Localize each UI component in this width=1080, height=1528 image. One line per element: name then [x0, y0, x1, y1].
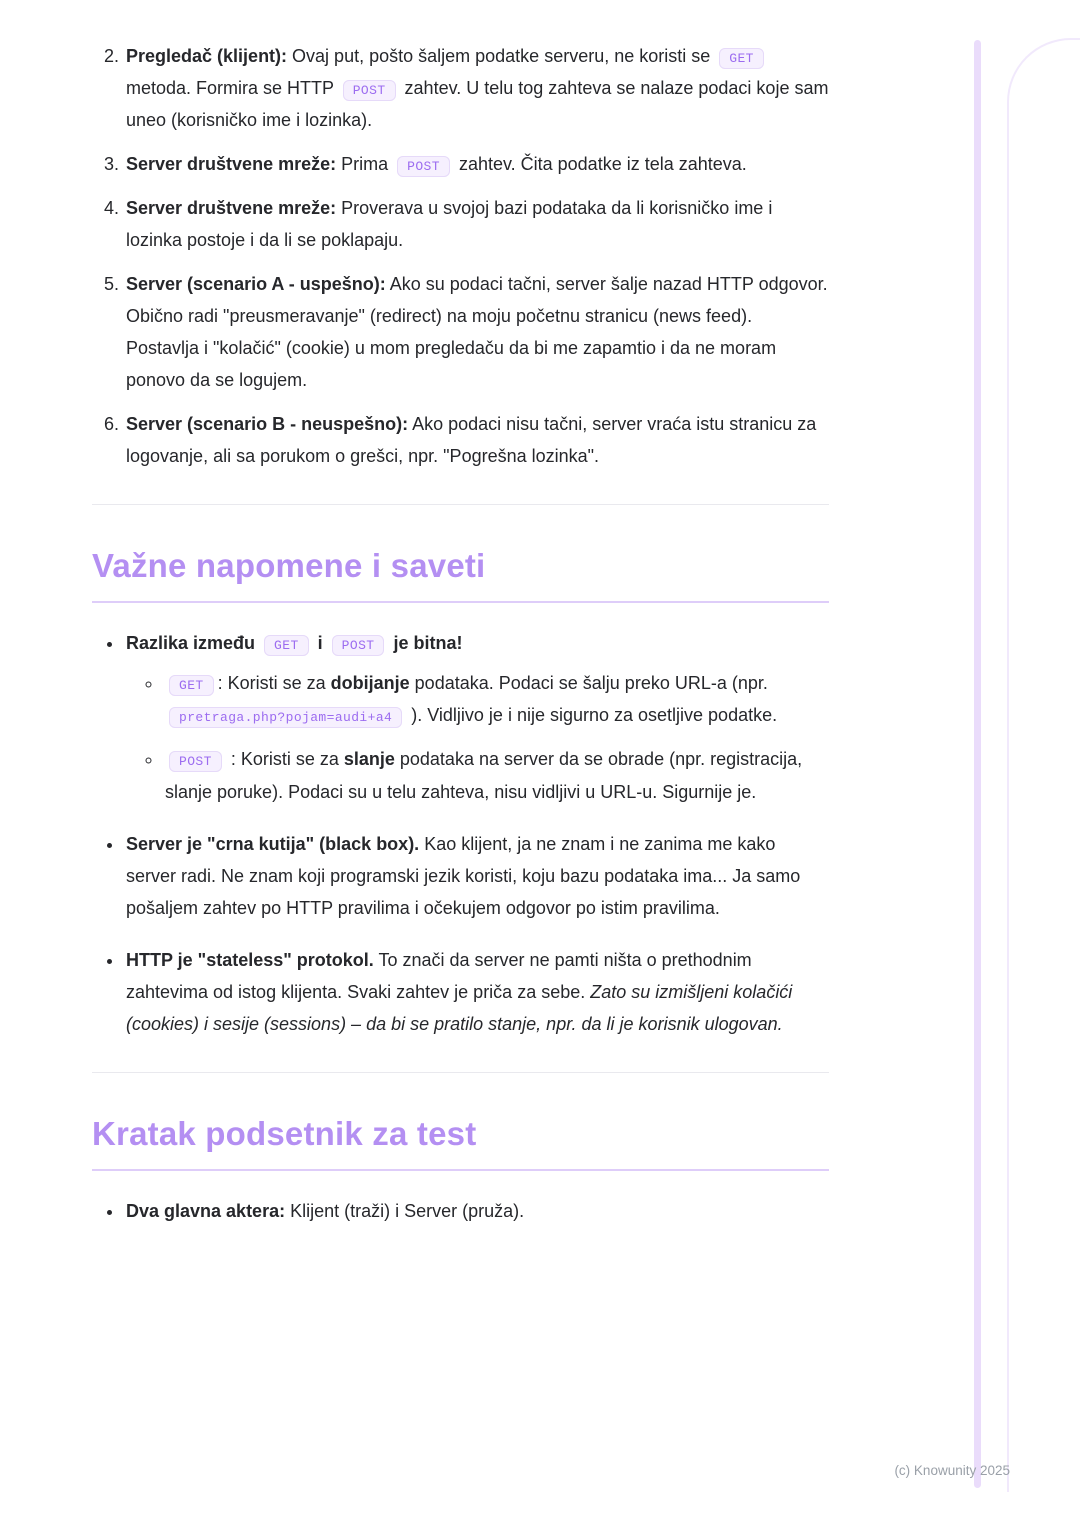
numbered-item: 2. Pregledač (klijent): Ovaj put, pošto šaljem podatke serveru, ne koristi se GET metoda. Formira se HTTP POST zahtev. U telu tog zahteva se nalaze podaci koje sam uneo (korisničko ime i lozinka). — [124, 40, 829, 136]
inline-code-badge: GET — [264, 635, 309, 656]
inline-code-badge: pretraga.php?pojam=audi+a4 — [169, 707, 402, 728]
numbered-item: 6. Server (scenario B - neuspešno): Ako podaci nisu tačni, server vraća istu stranicu za logovanje, ali sa porukom o grešci, npr. "Pogrešna lozinka". — [124, 408, 829, 472]
section-title-notes: Važne napomene i saveti — [92, 547, 486, 585]
inline-code-badge: POST — [332, 635, 385, 656]
inline-code-badge: GET — [719, 48, 764, 69]
bullet-text: Razlika između GET i POST je bitna! — [126, 633, 463, 653]
inline-code-badge: POST — [397, 156, 450, 177]
sub-bullet-list — [126, 667, 829, 807]
bullet-item — [124, 627, 829, 807]
heading-rule — [92, 601, 829, 603]
bullet-list-notes — [92, 627, 829, 1039]
bullet-list-reminder — [92, 1195, 829, 1227]
sub-bullet-item: ◦ GET : Koristi se za dobijanje podataka. Podaci se šalju preko URL-a (npr. pretraga.php?pojam=audi+a4 ). Vidljivo je i nije sigurno za osetljive podatke. — [163, 667, 829, 731]
page-frame-decoration — [1007, 38, 1080, 1492]
sub-bullet-item: ◦ POST : Koristi se za slanje podataka na server da se obrade (npr. registracija, slanje poruke). Podaci su u telu zahteva, nisu vidljivi u URL-u. Sigurnije je. — [163, 743, 829, 807]
inline-code-badge: POST — [169, 751, 222, 772]
bullet-item: • Dva glavna aktera: Klijent (traži) i Server (pruža). — [124, 1195, 829, 1227]
numbered-item: 4. Server društvene mreže: Proverava u svojoj bazi podataka da li korisničko ime i lozinka postoje i da li se poklapaju. — [124, 192, 829, 256]
scrollbar-track — [974, 40, 981, 1488]
section-divider — [92, 1072, 829, 1073]
bullet-item: • Server je "crna kutija" (black box). Kao klijent, ja ne znam i ne zanima me kako server radi. Ne znam koji programski jezik koristi, koju bazu podataka ima... Ja samo pošaljem zahtev po HTTP pravilima i očekujem odgovor po istim pravilima. — [124, 828, 829, 924]
inline-code-badge: POST — [343, 80, 396, 101]
numbered-list — [92, 40, 829, 472]
inline-code-badge: GET — [169, 675, 214, 696]
heading-rule — [92, 1169, 829, 1171]
document-content — [92, 40, 829, 1247]
numbered-item: 5. Server (scenario A - uspešno): Ako su podaci tačni, server šalje nazad HTTP odgovor. Obično radi "preusmeravanje" (redirect) na moju početnu stranicu (news feed). Postavlja i "kolačić" (cookie) u mom pregledaču da bi me zapamtio i da ne moram ponovo da se logujem. — [124, 268, 829, 396]
copyright-footer: (c) Knowunity 2025 — [894, 1463, 1010, 1478]
bullet-item: • HTTP je "stateless" protokol. To znači da server ne pamti ništa o prethodnim zahtevima od istog klijenta. Svaki zahtev je priča za sebe. Zato su izmišljeni kolačići (cookies) i sesije (sessions) – da bi se pratilo stanje, npr. da li je korisnik ulogovan. — [124, 944, 829, 1040]
section-divider — [92, 504, 829, 505]
numbered-item: 3. Server društvene mreže: Prima POST zahtev. Čita podatke iz tela zahteva. — [124, 148, 829, 180]
section-title-reminder: Kratak podsetnik za test — [92, 1114, 477, 1152]
